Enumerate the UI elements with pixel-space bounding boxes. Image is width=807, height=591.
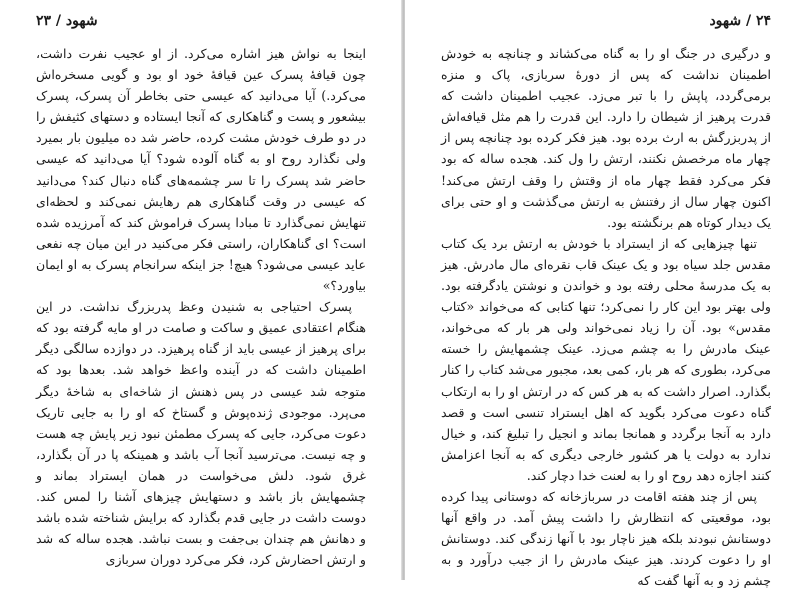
right-paragraph: پس از چند هفته اقامت در سربازخانه که دوستانی پیدا کرده بود، موقعیتی که انتظارش را داشت پیش آمد. در واقع آنها دوستانش نبودند بلکه هیز ناچار بود با آنها زندگی کند. دوستانش او را دعوت کردند. هیز عینک مادرش را از جیب درآورد و به چشم زد و به آنها گفت که bbox=[441, 488, 771, 589]
right-paragraph: و درگیری در جنگ او را به گناه می‌کشاند و چنانچه به خودش اطمینان نداشت که پس از دورهٔ سربازی، پاک و منزه برمی‌گردد، پاپش را با تبر می‌زد. عجیب اطمینان داشت که قدرت پرهیز از شیطان را دارد. این قدرت را هم مثل قیافه‌اش از پدربزرگش به ارث برده بود. هیز فکر کرده بود چنانچه پس از چهار ماه مرخصش نکنند، ارتش را ول کند. هجده ساله که بود فکر می‌کرد فقط چهار ماه از وقتش را وقف ارتش می‌کند! اکنون چهار سال از رفتنش به ارتش می‌گذشت و او حتی برای یک دیدار کوتاه هم برنگشته بود. bbox=[441, 46, 771, 230]
left-paragraph: پسرک احتیاجی به شنیدن وعظ پدربزرگ نداشت. در این هنگام اعتقادی عمیق و ساکت و صامت در او مایه گرفته بود که برای پرهیز از عیسی باید از گناه پرهیزد. در دوازده سالگی دیگر اطمینان داشت که در آینده واعظ خواهد شد. بعدها بود که متوجه شد عیسی در پس ذهنش از شاخه‌ای به شاخهٔ دیگر می‌پرد. موجودی ژنده‌پوش و گستاخ که او را به جایی تاریک دعوت می‌کرد، جایی که پسرک مطمئن نبود زیر پایش چه هست و چه نیست. می‌ترسید آنجا آب باشد و همینکه پا در آن بگذارد، غرق شود. دلش می‌خواست در همان ایستراد بماند و چشمهایش باز باشد و دستهایش چیزهای آشنا را لمس کند. دوست داشت در جایی قدم بگذارد که برایش شناخته شده باشد و دهانش هم چندان بی‌جفت و بست نباشد. هجده ساله که شد و ارتش احضارش کرد، فکر می‌کرد دوران سربازی bbox=[36, 299, 366, 568]
right-paragraph: تنها چیزهایی که از ایستراد با خودش به ارتش برد یک کتاب مقدس جلد سیاه بود و یک عینک قاب نقره‌ای مال مادرش. هیز به یک مدرسهٔ محلی رفته بود و خواندن و نوشتن یادگرفته بود. ولی بهتر بود این کار را نمی‌کرد؛ تنها کتابی که می‌خواند «کتاب مقدس» بود. آن را زیاد نمی‌خواند ولی هر بار که می‌خواند، عینک مادرش را به چشم می‌زد. عینک چشمهایش را خسته می‌کرد، بطوری که هر بار، کمی بعد، مجبور می‌شد کتاب را کنار بگذارد. اصرار داشت که به هر کس که در ارتش او را به ارتکاب گناه دعوت می‌کرد بگوید که اهل ایستراد تنسی است و قصد دارد به آنجا برگردد و همانجا بماند و انجیل را تبلیغ کند، و خیال ندارد به دولت یا هر کشور خارجی دیگری که به آنجا اعزامش کنند اجازه دهد روح او را به لعنت خدا دچار کند. bbox=[441, 235, 771, 483]
left-page-header: شهود / ۲۳ bbox=[36, 13, 98, 29]
right-page-body bbox=[441, 43, 771, 591]
right-page bbox=[405, 0, 807, 589]
right-page-header: ۲۴ / شهود bbox=[709, 13, 771, 29]
left-page-body bbox=[36, 43, 366, 570]
left-page bbox=[0, 0, 402, 580]
left-paragraph: اینجا به نواش هیز اشاره می‌کرد. از او عجیب نفرت داشت، چون قیافهٔ پسرک عین قیافهٔ خود او بود و گویی مسخره‌اش می‌کرد.) آیا می‌دانید که عیسی حتی بخاطر آن پسرک، پسرک بیشعور و پست و گناهکاری که آنجا ایستاده و دستهای کثیفش را در دو طرف خودش مشت کرده، حاضر شد ده میلیون بار بمیرد ولی نگذارد روح او به گناه آلوده شود؟ آیا می‌دانید که عیسی حاضر شد پسرک را تا سر چشمه‌های گناه دنبال کند؟ می‌دانید که عیسی در وقت گناهکاری هم رهایش نمی‌کند و لحظه‌ای تنهایش نمی‌گذارد تا مبادا پسرک فراموش کند که آمرزیده شده است؟ ای گناهکاران، راستی فکر می‌کنید در این میان چه نفعی عاید عیسی می‌شود؟ هیچ! جز اینکه سرانجام پسرک به او ایمان بیاورد؟» bbox=[36, 46, 366, 294]
